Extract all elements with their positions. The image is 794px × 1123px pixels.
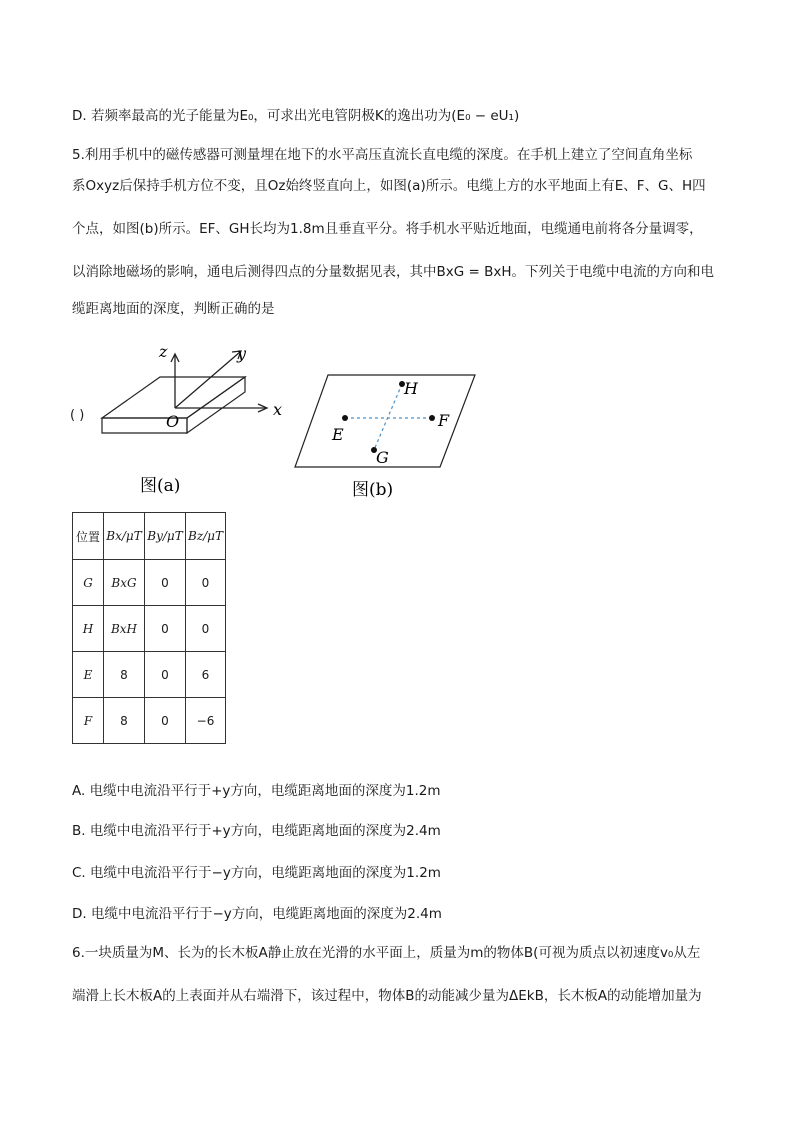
figure-a (95, 335, 295, 500)
figure-b (290, 370, 480, 505)
q5-stem-line4: 以消除地磁场的影响，通电后测得四点的分量数据见表，其中BxG = BxH。下列关于电缆中电流的方向和电 (72, 264, 715, 280)
figure-a-caption: 图(a) (140, 476, 181, 496)
table-cell: G (73, 560, 104, 606)
q4-option-d: D. 若频率最高的光子能量为E₀，可求出光电管阴极K的逸出功为(E₀ − eU₁) (72, 108, 520, 124)
table-row (73, 606, 226, 652)
table-cell: 8 (104, 652, 145, 698)
table-cell: 6 (186, 652, 226, 698)
origin-label: O (166, 412, 180, 431)
table-cell: E (73, 652, 104, 698)
table-cell: 8 (104, 698, 145, 744)
header-position: 位置 (73, 513, 104, 560)
header-bx: Bx/μT (104, 513, 145, 560)
table-cell: BxH (104, 606, 145, 652)
table-cell: 0 (186, 560, 226, 606)
table-header-row (73, 513, 226, 560)
q5-stem-line1: 5.利用手机中的磁传感器可测量埋在地下的水平高压直流长直电缆的深度。在手机上建立了空间直角坐标 (72, 147, 693, 163)
table-cell: BxG (104, 560, 145, 606)
segment-gh (374, 384, 402, 450)
answer-blank: ( ) (70, 408, 85, 423)
table-cell: 0 (186, 606, 226, 652)
table-cell: 0 (145, 652, 186, 698)
point-f (429, 415, 435, 421)
q6-stem-line1: 6.一块质量为M、长为的长木板A静止放在光滑的水平面上，质量为m的物体B(可视为质点以初速度v₀从左 (72, 945, 701, 961)
table-cell: 0 (145, 560, 186, 606)
q6-stem-line2: 端滑上长木板A的上表面并从右端滑下，该过程中，物体B的动能减少量为ΔEkB，长木板A的动能增加量为 (72, 988, 702, 1004)
point-e (342, 415, 348, 421)
q5-option-d: D. 电缆中电流沿平行于−y方向，电缆距离地面的深度为2.4m (72, 906, 442, 922)
q5-stem-line5: 缆距离地面的深度，判断正确的是 (72, 301, 275, 317)
header-by: By/μT (145, 513, 186, 560)
table-cell: 0 (145, 698, 186, 744)
phone-side-face (187, 377, 245, 433)
y-axis (175, 352, 240, 408)
table-row (73, 560, 226, 606)
y-label: y (237, 344, 247, 363)
table-row (73, 652, 226, 698)
table-cell: H (73, 606, 104, 652)
q5-option-b: B. 电缆中电流沿平行于+y方向，电缆距离地面的深度为2.4m (72, 823, 441, 839)
x-label: x (273, 400, 283, 419)
label-g: G (376, 448, 389, 467)
table-row (73, 698, 226, 744)
table-cell: 0 (145, 606, 186, 652)
z-label: z (159, 342, 168, 361)
label-f: F (438, 411, 450, 430)
field-data-table (72, 512, 226, 744)
label-e: E (332, 425, 344, 444)
q5-option-a: A. 电缆中电流沿平行于+y方向，电缆距离地面的深度为1.2m (72, 783, 441, 799)
q5-stem-line3: 个点，如图(b)所示。EF、GH长均为1.8m且垂直平分。将手机水平贴近地面，电缆通电前将各分量调零， (72, 221, 703, 237)
q5-stem-line2: 系Oxyz后保持手机方位不变，且Oz始终竖直向上，如图(a)所示。电缆上方的水平地面上有E、F、G、H四 (72, 178, 706, 194)
table-cell: −6 (186, 698, 226, 744)
label-h: H (404, 379, 418, 398)
q5-option-c: C. 电缆中电流沿平行于−y方向，电缆距离地面的深度为1.2m (72, 865, 441, 881)
figure-b-caption: 图(b) (352, 480, 394, 500)
table-cell: F (73, 698, 104, 744)
header-bz: Bz/μT (186, 513, 226, 560)
